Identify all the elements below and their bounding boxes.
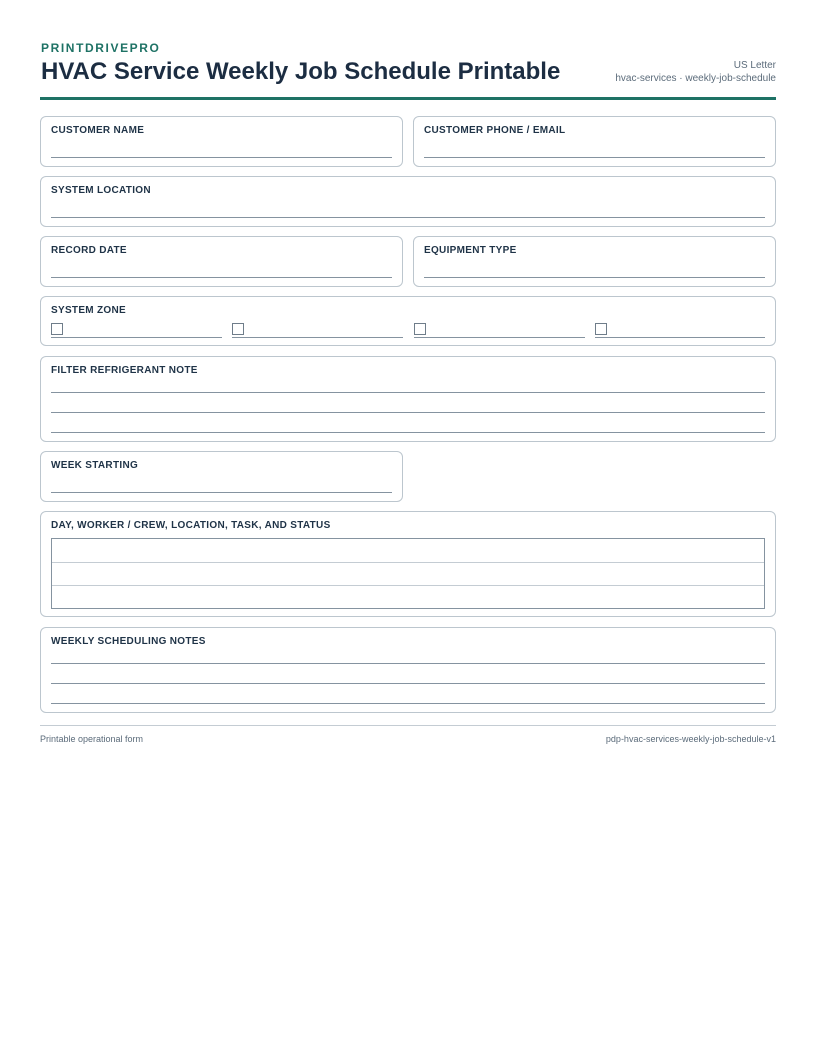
zone-checkbox[interactable] bbox=[51, 323, 63, 335]
filter-refrigerant-note-field bbox=[40, 356, 776, 442]
zone-option-4[interactable] bbox=[595, 322, 765, 338]
customer-contact-field bbox=[413, 116, 776, 167]
week-starting-field bbox=[40, 451, 403, 502]
record-date-label: RECORD DATE bbox=[51, 245, 127, 256]
system-location-input[interactable] bbox=[51, 217, 765, 218]
footer-form-type: Printable operational form bbox=[40, 734, 144, 744]
schedule-table-section bbox=[40, 511, 776, 617]
page-title: HVAC Service Weekly Job Schedule Printable bbox=[41, 58, 561, 85]
equipment-type-field bbox=[413, 236, 776, 287]
brand-name: PRINTDRIVEPRO bbox=[41, 41, 161, 55]
filter-refrigerant-note-label: FILTER REFRIGERANT NOTE bbox=[51, 365, 198, 376]
zone-line bbox=[595, 337, 765, 338]
week-starting-label: WEEK STARTING bbox=[51, 460, 139, 471]
zone-option-1[interactable] bbox=[51, 322, 222, 338]
table-row-divider bbox=[52, 562, 764, 563]
note-line[interactable] bbox=[51, 683, 765, 684]
customer-contact-input[interactable] bbox=[424, 157, 765, 158]
zone-line bbox=[232, 337, 403, 338]
note-line[interactable] bbox=[51, 432, 765, 433]
schedule-table bbox=[51, 538, 765, 609]
note-line[interactable] bbox=[51, 412, 765, 413]
record-date-field bbox=[40, 236, 403, 287]
customer-contact-label: CUSTOMER PHONE / EMAIL bbox=[424, 125, 566, 136]
system-location-label: SYSTEM LOCATION bbox=[51, 185, 151, 196]
equipment-type-input[interactable] bbox=[424, 277, 765, 278]
zone-option-3[interactable] bbox=[414, 322, 585, 338]
customer-name-label: CUSTOMER NAME bbox=[51, 125, 145, 136]
table-row-divider bbox=[52, 585, 764, 586]
note-line[interactable] bbox=[51, 703, 765, 704]
system-zone-field bbox=[40, 296, 776, 346]
page-footer bbox=[40, 725, 776, 744]
zone-option-2[interactable] bbox=[232, 322, 403, 338]
equipment-type-label: EQUIPMENT TYPE bbox=[424, 245, 517, 256]
record-date-input[interactable] bbox=[51, 277, 392, 278]
footer-form-id: pdp-hvac-services-weekly-job-schedule-v1 bbox=[605, 734, 776, 744]
week-starting-input[interactable] bbox=[51, 492, 392, 493]
note-line[interactable] bbox=[51, 392, 765, 393]
weekly-notes-field bbox=[40, 627, 776, 713]
zone-checkbox[interactable] bbox=[595, 323, 607, 335]
form-slug: hvac-services · weekly-job-schedule bbox=[615, 73, 776, 84]
weekly-notes-label: WEEKLY SCHEDULING NOTES bbox=[51, 636, 206, 647]
system-zone-label: SYSTEM ZONE bbox=[51, 305, 126, 316]
paper-size: US Letter bbox=[733, 60, 776, 71]
customer-name-field bbox=[40, 116, 403, 167]
zone-line bbox=[51, 337, 222, 338]
page-meta bbox=[615, 59, 776, 85]
page-header bbox=[40, 40, 776, 100]
system-location-field bbox=[40, 176, 776, 227]
zone-checkbox[interactable] bbox=[232, 323, 244, 335]
zone-line bbox=[414, 337, 585, 338]
note-line[interactable] bbox=[51, 663, 765, 664]
schedule-table-label: DAY, WORKER / CREW, LOCATION, TASK, AND STATUS bbox=[51, 520, 331, 531]
zone-checkbox[interactable] bbox=[414, 323, 426, 335]
customer-name-input[interactable] bbox=[51, 157, 392, 158]
